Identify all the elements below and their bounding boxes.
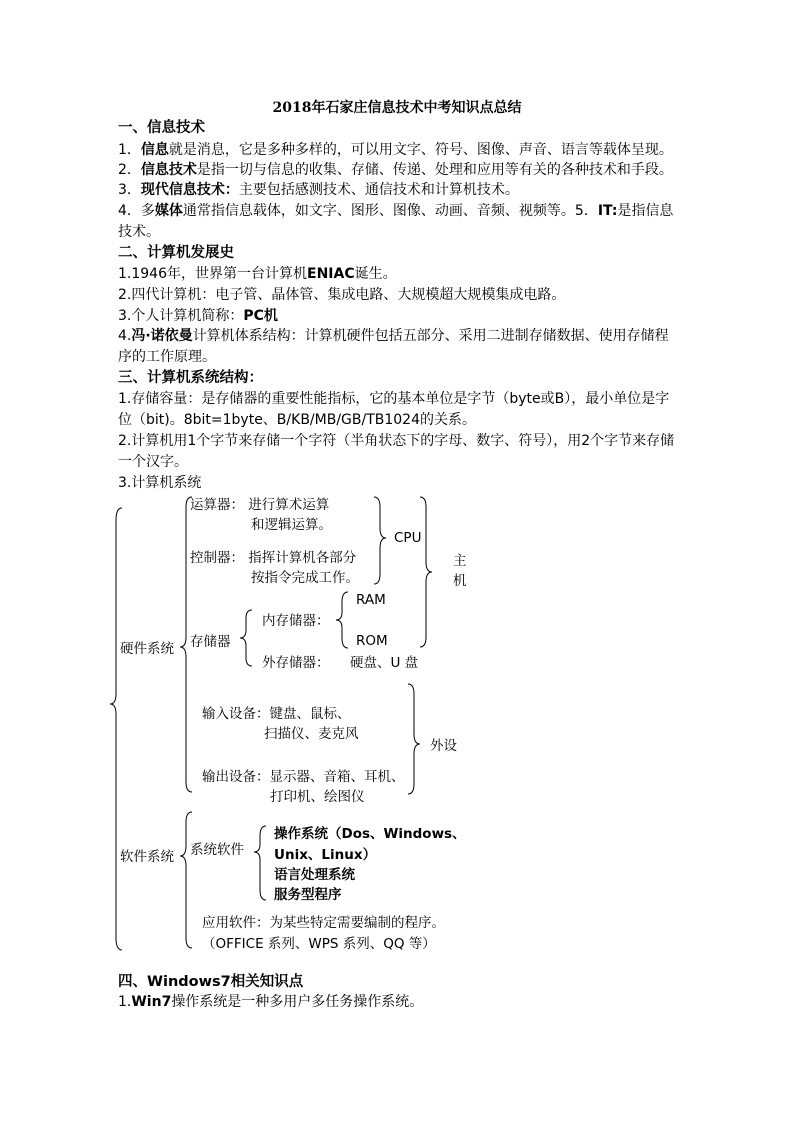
section-4-heading: 四、Windows7相关知识点 [118, 974, 304, 990]
language-processing-label: 语言处理系统 [274, 867, 355, 883]
os-label: 操作系统（Dos、Windows、 [274, 826, 466, 842]
s1-item-2-num: 2． [118, 162, 141, 178]
hardware-system-label: 硬件系统 [120, 641, 174, 657]
alu-desc: 和逻辑运算。 [251, 517, 332, 533]
brace-software [180, 812, 192, 948]
ram-label: RAM [356, 592, 386, 608]
internal-storage-label: 内存储器： [262, 613, 330, 629]
brace-memory [336, 592, 348, 648]
s1-item-3-term: 现代信息技术： [140, 182, 239, 198]
input-device-desc: 扫描仪、麦克风 [264, 726, 359, 742]
s2-item-3-pc: PC机 [243, 308, 278, 324]
s1-item-4-num: 4．多 [118, 203, 155, 219]
s1-item-1-num: 1． [118, 142, 141, 158]
s1-item-3-num: 3． [118, 182, 141, 198]
cpu-label: CPU [394, 530, 422, 546]
s1-item-4-text: 通常指信息载体，如文字、图形、图像、动画、音频、视频等。5． [182, 203, 598, 219]
storage-label: 存储器 [190, 634, 231, 650]
s2-item-2: 2.四代计算机：电子管、晶体管、集成电路、大规模超大规模集成电路。 [118, 287, 566, 303]
s1-item-4-term: 媒体 [154, 203, 183, 219]
brace-peripheral [408, 684, 420, 794]
brace-host [420, 497, 432, 647]
external-storage-value: 硬盘、U 盘 [350, 655, 419, 671]
software-system-label: 软件系统 [120, 849, 174, 865]
peripheral-label: 外设 [430, 738, 457, 754]
s2-item-1-text: 1.1946年，世界第一台计算机 [118, 266, 307, 282]
host-label-1: 主 [453, 553, 467, 569]
controller-desc: 按指令完成工作。 [251, 570, 359, 586]
brace-cpu [374, 497, 386, 584]
s1-item-5-term: IT: [597, 203, 618, 219]
s1-item-5-text: 是指信息技术。 [118, 203, 674, 240]
s2-item-4-name: 冯·诺依曼 [131, 328, 193, 344]
s2-item-1-end: 诞生。 [354, 266, 397, 282]
s1-item-2-text: 是指一切与信息的收集、存储、传递、处理和应用等有关的各种技术和手段。 [196, 162, 673, 178]
os-examples: Unix、Linux） [274, 847, 377, 863]
s1-item-3-text: 主要包括感测技术、通信技术和计算机技术。 [238, 182, 519, 198]
brace-system-software [254, 826, 266, 900]
s4-item-1-win7: Win7 [131, 994, 172, 1010]
application-software-examples: （OFFICE 系列、WPS 系列、QQ 等） [202, 936, 436, 952]
s1-item-1-term: 信息 [140, 142, 169, 158]
s3-item-3: 3.计算机系统 [118, 475, 202, 491]
alu-label: 运算器： 进行算术运算 [190, 497, 330, 513]
host-label-2: 机 [453, 573, 467, 589]
s4-item-1-num: 1. [118, 994, 132, 1010]
s1-item-2-term: 信息技术 [140, 162, 197, 178]
s2-item-4-text: 计算机体系结构：计算机硬件包括五部分、采用二进制存储数据、使用存储程序的工作原理。 [118, 328, 669, 365]
rom-label: ROM [356, 633, 388, 649]
section-1-heading: 一、信息技术 [118, 120, 205, 136]
document-title: 2018年石家庄信息技术中考知识点总结 [272, 100, 522, 116]
output-device-desc: 打印机、绘图仪 [270, 789, 365, 805]
brace-storage [240, 610, 252, 666]
external-storage-label: 外存储器： [262, 655, 330, 671]
s2-item-3-text: 3.个人计算机简称： [118, 308, 244, 324]
s2-item-1-eniac: ENIAC [307, 266, 355, 282]
s4-item-1 [118, 992, 423, 1012]
brace-computer-system [110, 508, 122, 950]
section-3-heading: 三、计算机系统结构： [118, 370, 263, 386]
application-software-label: 应用软件：为某些特定需要编制的程序。 [202, 915, 445, 931]
section-2-heading: 二、计算机发展史 [118, 245, 234, 261]
s1-item-1-text: 就是消息，它是多种多样的，可以用文字、符号、图像、声音、语言等载体呈现。 [168, 142, 673, 158]
service-program-label: 服务型程序 [274, 887, 342, 903]
s4-item-1-text: 操作系统是一种多用户多任务操作系统。 [171, 994, 424, 1010]
s3-item-1: 1.存储容量：是存储器的重要性能指标，它的基本单位是字节（byte或B），最小单位是字位（bit)。8bit=1byte、B/KB/MB/GB/TB1024的关系。 [118, 391, 670, 428]
s3-item-2: 2.计算机用1个字节来存储一个字符（半角状态下的字母、数字、符号），用2个字节来存储一个汉字。 [118, 433, 675, 470]
output-device-label: 输出设备：显示器、音箱、耳机、 [202, 769, 405, 785]
controller-label: 控制器： 指挥计算机各部分 [190, 550, 357, 566]
s2-item-4-num: 4. [118, 328, 132, 344]
system-software-label: 系统软件 [190, 842, 244, 858]
input-device-label: 输入设备：键盘、鼠标、 [202, 706, 351, 722]
